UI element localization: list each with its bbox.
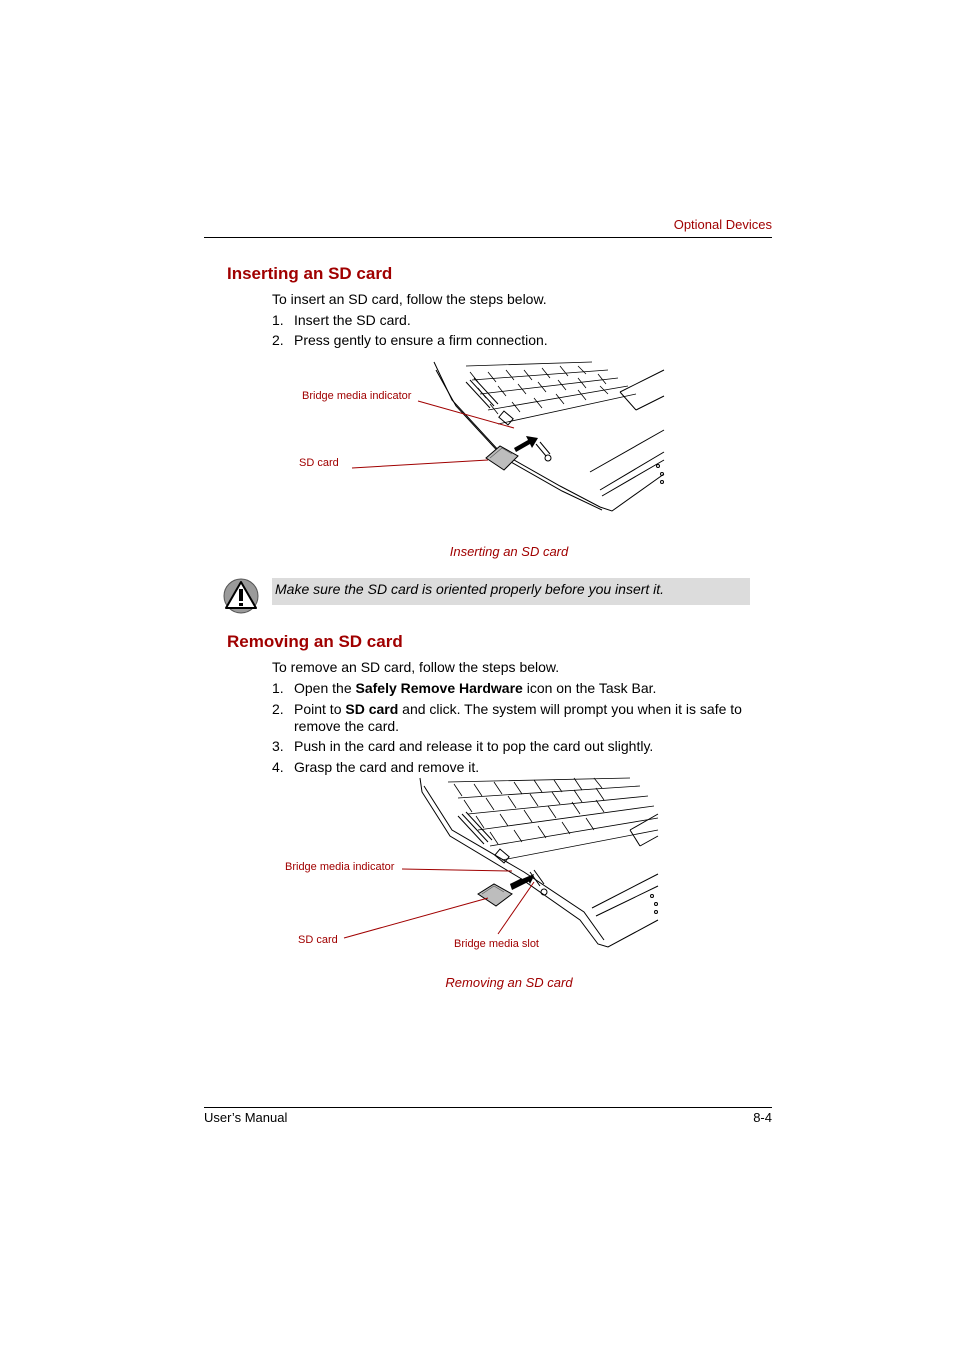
step-text-post: and click. The system will prompt you when it is safe to remove the card. (294, 701, 742, 734)
step-number: 3. (272, 738, 284, 754)
step-text: Push in the card and release it to pop the card out slightly. (294, 738, 654, 754)
step-number: 4. (272, 759, 284, 775)
step-text-pre: Open the (294, 680, 356, 696)
callout-bridge-media-indicator: Bridge media indicator (285, 861, 395, 873)
remove-figure-caption: Removing an SD card (445, 975, 573, 990)
step-number: 1. (272, 312, 284, 328)
footer-manual-title: User’s Manual (204, 1110, 288, 1125)
header-section-title: Optional Devices (673, 217, 772, 232)
step-number: 2. (272, 332, 284, 348)
insert-heading: Inserting an SD card (227, 264, 393, 283)
insert-figure-caption: Inserting an SD card (449, 544, 569, 559)
step-text: Insert the SD card. (294, 312, 411, 328)
step-number: 1. (272, 680, 284, 696)
step-text-bold: SD card (345, 701, 399, 717)
footer-rule (204, 1107, 772, 1108)
step-text-pre: Point to (294, 701, 346, 717)
remove-heading: Removing an SD card (227, 632, 403, 651)
footer-page-number: 8-4 (753, 1110, 772, 1125)
insert-intro: To insert an SD card, follow the steps below. (272, 291, 547, 307)
callout-bridge-media-indicator: Bridge media indicator (302, 390, 412, 402)
step-text-bold: Safely Remove Hardware (355, 680, 523, 696)
step-text: Grasp the card and remove it. (294, 759, 480, 775)
remove-intro: To remove an SD card, follow the steps below. (272, 659, 560, 675)
callout-bridge-media-slot: Bridge media slot (454, 938, 539, 950)
callout-sd-card: SD card (299, 457, 339, 469)
step-number: 2. (272, 701, 284, 717)
callout-sd-card: SD card (298, 934, 338, 946)
note-text: Make sure the SD card is oriented properly before you insert it. (275, 581, 665, 597)
step-text: Press gently to ensure a firm connection. (294, 332, 548, 348)
step-text-post: icon on the Task Bar. (522, 680, 657, 696)
